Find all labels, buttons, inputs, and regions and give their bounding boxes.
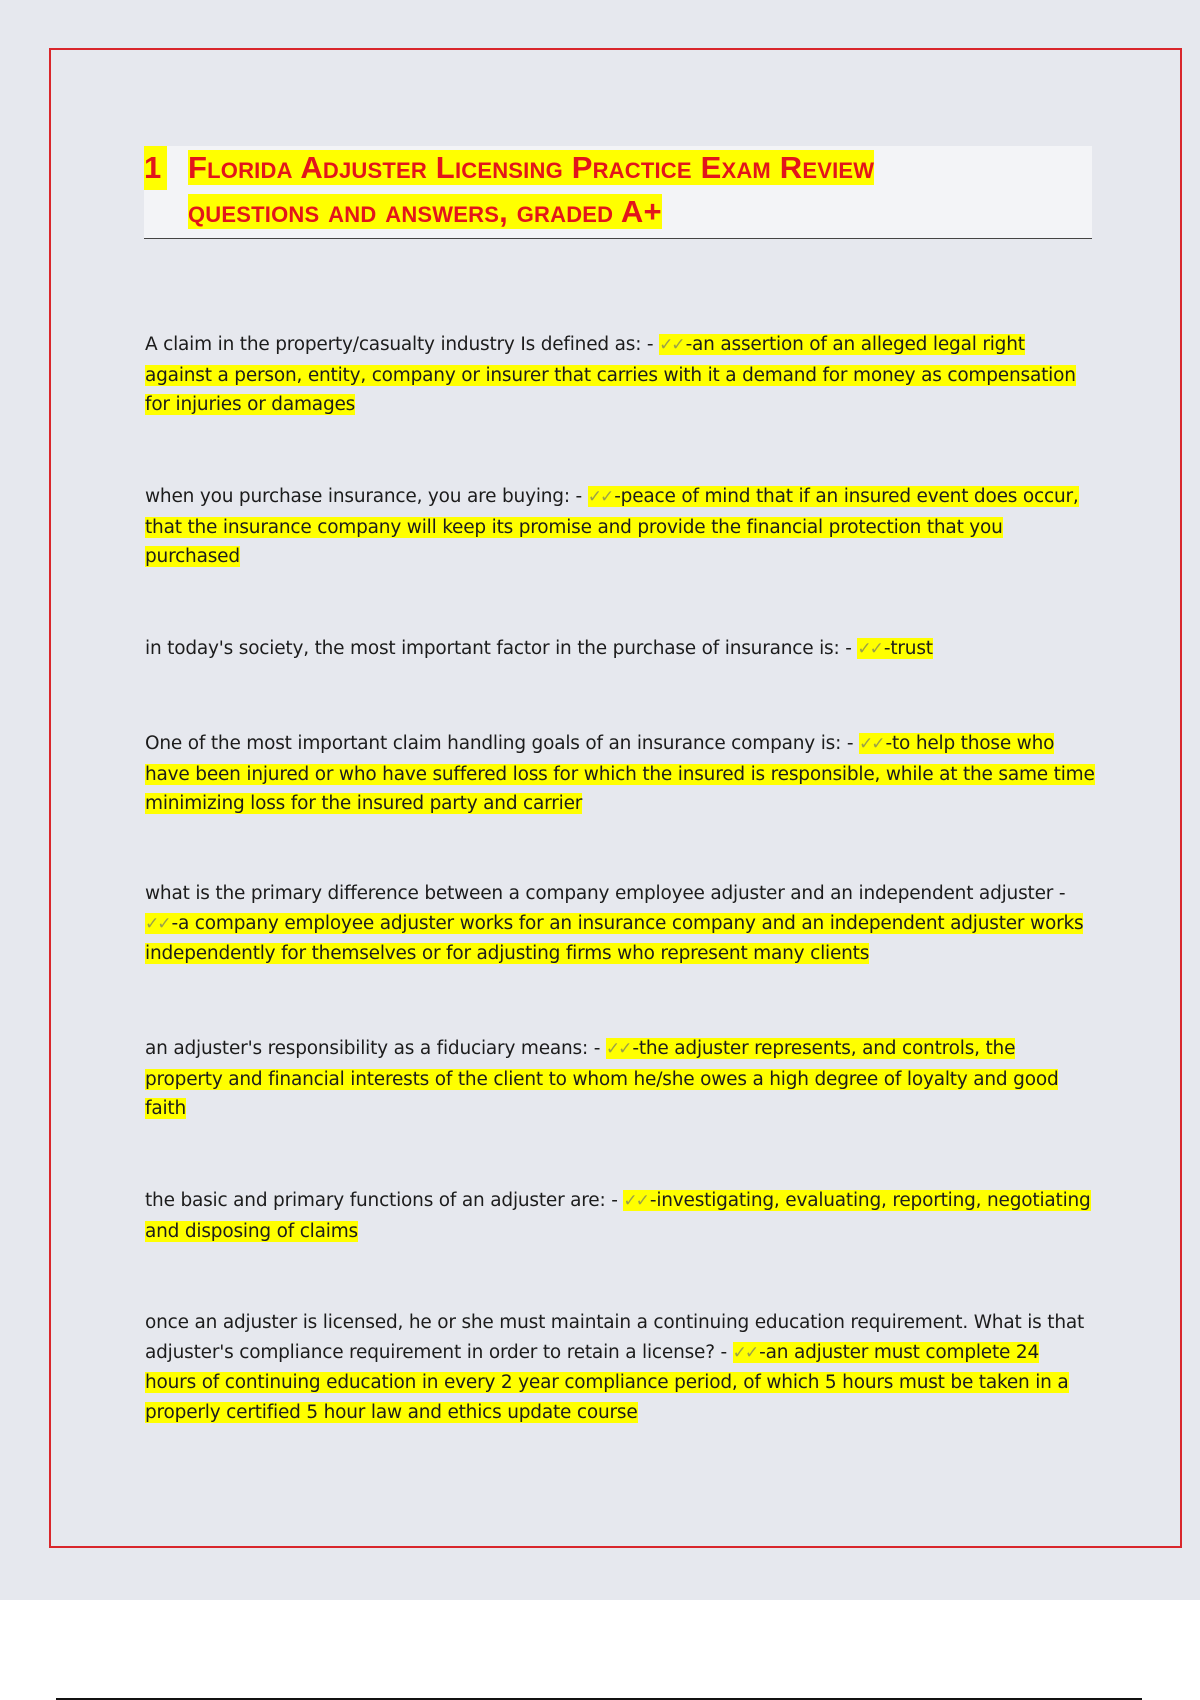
check-icon: ✓✓ [659, 335, 684, 355]
question-text: A claim in the property/casualty industry Is defined as: - [145, 334, 660, 355]
answer-text: -a company employee adjuster works for an insurance company and an independent adjuster works independently for themselves or for adjusting firms who represent many clients [145, 912, 1084, 964]
answer-text: -an adjuster must complete 24 hours of continuing education in every 2 year compliance period, of which 5 hours must be taken in a properly certified 5 hour law and ethics update course [145, 1341, 1069, 1423]
check-icon: ✓✓ [732, 1342, 758, 1363]
qa-item [145, 729, 1095, 819]
question-text: in today's society, the most important factor in the purchase of insurance is: - [145, 638, 858, 659]
check-icon: ✓✓ [587, 487, 613, 507]
document-title [144, 146, 1092, 239]
qa-item [145, 482, 1095, 572]
check-icon: ✓✓ [145, 913, 170, 934]
answer-text: -trust [883, 638, 933, 659]
qa-item [145, 1308, 1095, 1427]
answer-text: -an assertion of an alleged legal right against a person, entity, company or insurer that carries with it a demand for money as compensation for injuries or damages [145, 334, 1076, 415]
title-line-2-text: questions and answers, graded A+ [188, 194, 662, 229]
question-text: when you purchase insurance, you are buying: - [145, 486, 588, 507]
check-icon: ✓✓ [605, 1039, 631, 1059]
check-icon: ✓✓ [623, 1191, 648, 1211]
title-line-1-text: Florida Adjuster Licensing Practice Exam Review [188, 150, 875, 185]
check-icon: ✓✓ [857, 639, 882, 659]
answer-text: -peace of mind that if an insured event does occur, that the insurance company will keep its promise and provide the financial protection that you purchased [145, 486, 1079, 567]
question-text: what is the primary difference between a company employee adjuster and an independent adjuster - [145, 883, 1066, 904]
qa-item [145, 1034, 1095, 1124]
question-text: One of the most important claim handling goals of an insurance company is: - [145, 733, 859, 754]
question-text: once an adjuster is licensed, he or she must maintain a continuing education requirement. What is that adjuster's compliance requirement in order to retain a license? - [145, 1312, 1085, 1363]
question-text: an adjuster's responsibility as a fiduciary means: - [145, 1038, 606, 1059]
title-line-2 [188, 190, 662, 234]
title-number: 1 [144, 146, 167, 190]
answer-text: -to help those who have been injured or who have suffered loss for which the insured is responsible, while at the same time minimizing loss for the insured party and carrier [145, 733, 1095, 814]
qa-item [145, 879, 1095, 969]
qa-item [145, 330, 1095, 420]
qa-item [145, 1186, 1095, 1246]
answer-text: -investigating, evaluating, reporting, negotiating and disposing of claims [145, 1190, 1091, 1242]
check-icon: ✓✓ [858, 734, 884, 754]
answer-text: -the adjuster represents, and controls, the property and financial interests of the client to whom he/she owes a high degree of loyalty and good faith [145, 1038, 1059, 1119]
qa-item [145, 634, 1095, 665]
question-text: the basic and primary functions of an adjuster are: - [145, 1190, 624, 1211]
title-line-1 [188, 146, 874, 190]
